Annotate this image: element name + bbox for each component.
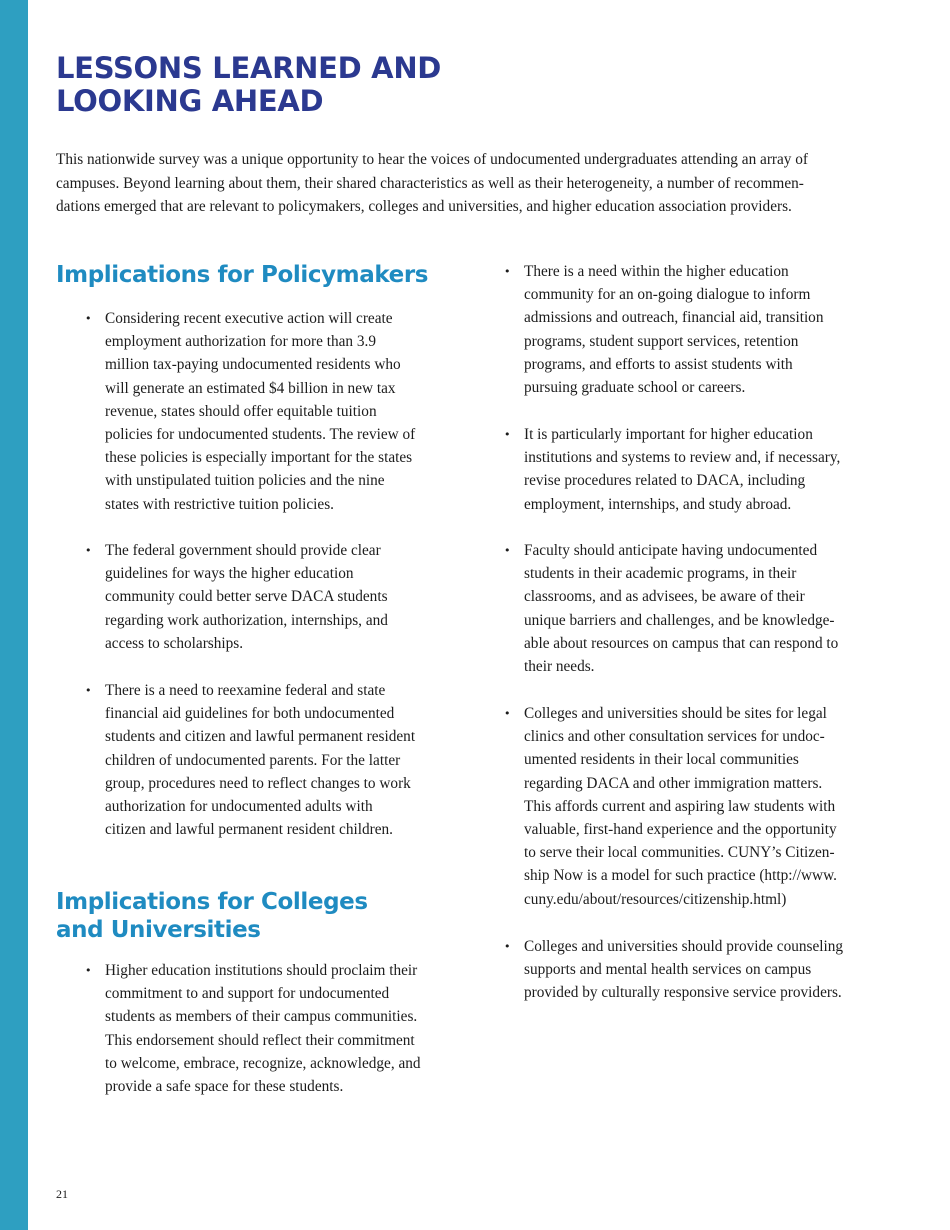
bullet-line: There is a need within the higher education: [524, 263, 789, 280]
bullet-line: commitment to and support for undocumented: [105, 985, 390, 1003]
bullet-line: employment, internships, and study abroad.: [524, 495, 792, 513]
bullet-line: children of undocumented parents. For the latter: [105, 751, 401, 769]
bullet-line: revise procedures related to DACA, including: [524, 472, 806, 490]
bullet-line: their needs.: [524, 658, 595, 676]
colleges-heading-line: and Universities: [56, 917, 261, 943]
bullet-line: provide a safe space for these students.: [105, 1078, 344, 1096]
bullet-dot: •: [504, 940, 511, 953]
intro-paragraph: [56, 148, 876, 219]
page-title-line: LOOKING AHEAD: [56, 84, 324, 118]
intro-line: campuses. Beyond learning about them, their shared characteristics as well as their heterogeneity, a number of recommen-: [56, 174, 804, 192]
policymakers-bullet-3: [85, 679, 460, 841]
colleges-bullet-5: [504, 702, 884, 911]
bullet-line: admissions and outreach, financial aid, transition: [524, 309, 824, 327]
side-color-bar: [0, 0, 28, 1230]
bullet-dot: •: [85, 312, 92, 325]
bullet-line: students and citizen and lawful permanent resident: [105, 728, 416, 746]
bullet-line: Considering recent executive action will create: [105, 310, 393, 327]
bullet-line: cuny.edu/about/resources/citizenship.html): [524, 890, 787, 908]
bullet-dot: •: [85, 684, 92, 697]
bullet-line: valuable, first-hand experience and the opportunity: [524, 821, 837, 839]
bullet-line: community could better serve DACA students: [105, 588, 388, 606]
bullet-line: students as members of their campus communities.: [105, 1008, 418, 1026]
page-title-line: LESSONS LEARNED AND: [56, 51, 442, 85]
bullet-line: The federal government should provide clear: [105, 542, 381, 559]
policymakers-bullet-1: [85, 307, 460, 516]
bullet-dot: •: [504, 544, 511, 557]
bullet-line: provided by culturally responsive service providers.: [524, 984, 842, 1002]
intro-line: This nationwide survey was a unique opportunity to hear the voices of undocumented undergraduates attending an array of: [56, 151, 809, 168]
bullet-line: clinics and other consultation services for undoc-: [524, 728, 825, 746]
bullet-line: employment authorization for more than 3.9: [105, 333, 377, 351]
colleges-heading-line: Implications for Colleges: [56, 889, 368, 915]
bullet-dot: •: [85, 964, 92, 977]
bullet-line: to serve their local communities. CUNY’s Citizen-: [524, 844, 835, 862]
bullet-line: ship Now is a model for such practice (http://www.: [524, 867, 837, 885]
policymakers-bullet-2: [85, 539, 460, 655]
bullet-line: Faculty should anticipate having undocumented: [524, 542, 818, 559]
policymakers-heading: [56, 261, 456, 289]
bullet-line: regarding work authorization, internships, and: [105, 611, 388, 629]
bullet-line: pursuing graduate school or careers.: [524, 379, 746, 397]
bullet-line: policies for undocumented students. The review of: [105, 426, 416, 444]
bullet-line: states with restrictive tuition policies.: [105, 495, 334, 513]
colleges-bullet-4: [504, 539, 884, 678]
bullet-line: There is a need to reexamine federal and state: [105, 682, 386, 699]
bullet-line: with unstipulated tuition policies and the nine: [105, 472, 385, 490]
page-number: 21: [56, 1187, 68, 1201]
bullet-line: will generate an estimated $4 billion in new tax: [105, 379, 396, 397]
bullet-line: citizen and lawful permanent resident children.: [105, 821, 393, 839]
bullet-line: classrooms, and as advisees, be aware of their: [524, 588, 805, 606]
bullet-line: umented residents in their local communities: [524, 751, 799, 769]
colleges-bullet-3: [504, 423, 884, 516]
policymakers-heading-text: Implications for Policymakers: [56, 262, 429, 288]
bullet-dot: •: [85, 544, 92, 557]
bullet-line: unique barriers and challenges, and be knowledge-: [524, 611, 835, 629]
bullet-line: able about resources on campus that can respond to: [524, 634, 839, 652]
bullet-line: these policies is especially important for the states: [105, 449, 413, 467]
bullet-line: financial aid guidelines for both undocumented: [105, 705, 395, 723]
intro-line: dations emerged that are relevant to policymakers, colleges and universities, and higher education association providers.: [56, 198, 792, 215]
bullet-line: revenue, states should offer equitable tuition: [105, 402, 377, 420]
bullet-line: This affords current and aspiring law students with: [524, 797, 836, 815]
bullet-line: to welcome, embrace, recognize, acknowledge, and: [105, 1054, 421, 1072]
colleges-heading: [56, 888, 456, 944]
bullet-line: million tax-paying undocumented residents who: [105, 356, 401, 374]
colleges-bullet-1: [85, 959, 460, 1098]
bullet-line: students in their academic programs, in their: [524, 565, 797, 583]
bullet-line: programs, student support services, retention: [524, 332, 799, 350]
bullet-line: Colleges and universities should provide counseling: [524, 938, 844, 955]
bullet-line: Higher education institutions should proclaim their: [105, 962, 418, 979]
bullet-line: institutions and systems to review and, if necessary,: [524, 449, 841, 467]
bullet-line: community for an on-going dialogue to inform: [524, 286, 811, 304]
colleges-bullet-6: [504, 935, 884, 1005]
bullet-line: This endorsement should reflect their commitment: [105, 1031, 415, 1049]
colleges-bullet-2: [504, 260, 884, 399]
page-title: [56, 52, 556, 118]
bullet-dot: •: [504, 707, 511, 720]
bullet-line: regarding DACA and other immigration matters.: [524, 774, 823, 792]
bullet-line: It is particularly important for higher education: [524, 426, 813, 443]
bullet-line: authorization for undocumented adults with: [105, 798, 373, 816]
bullet-line: access to scholarships.: [105, 634, 244, 652]
bullet-line: supports and mental health services on campus: [524, 961, 812, 979]
bullet-line: group, procedures need to reflect changes to work: [105, 774, 411, 792]
bullet-dot: •: [504, 428, 511, 441]
bullet-line: programs, and efforts to assist students with: [524, 355, 793, 373]
bullet-line: Colleges and universities should be sites for legal: [524, 705, 827, 722]
bullet-line: guidelines for ways the higher education: [105, 565, 354, 583]
bullet-dot: •: [504, 265, 511, 278]
